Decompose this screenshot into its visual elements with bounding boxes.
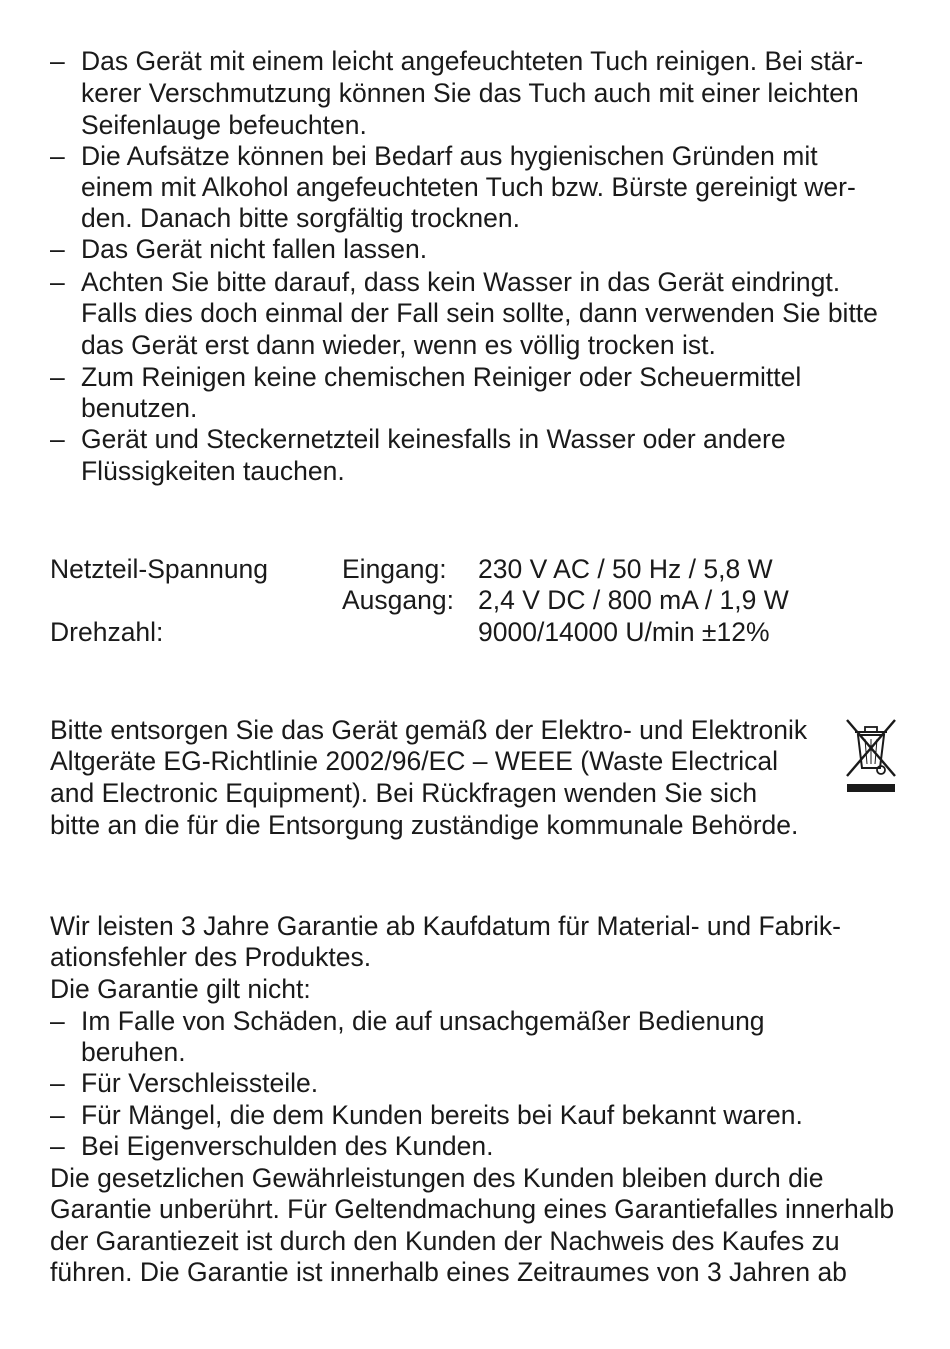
exclusion-4-line-1: Bei Eigenverschulden des Kunden. <box>81 1131 494 1161</box>
spec-label-output: Ausgang: <box>342 585 454 615</box>
warranty-closing-line-3: der Garantiezeit ist durch den Kunden der Nachweis des Kaufes zu <box>50 1226 840 1256</box>
disposal-line-3: and Electronic Equipment). Bei Rückfragen wenden Sie sich <box>50 778 758 808</box>
spec-value-input: 230 V AC / 50 Hz / 5,8 W <box>478 554 773 584</box>
care-item-4-line-1: Achten Sie bitte darauf, dass kein Wasser in das Gerät eindringt. <box>81 267 841 297</box>
disposal-line-2: Altgeräte EG-Richtlinie 2002/96/EC – WEEE (Waste Electrical <box>50 746 779 776</box>
care-item-5-line-2: benutzen. <box>81 393 198 423</box>
spec-label-speed: Drehzahl: <box>50 617 164 647</box>
spec-label-power-supply: Netzteil-Spannung <box>50 554 269 584</box>
care-item-5-line-1: Zum Reinigen keine chemischen Reiniger oder Scheuermittel <box>81 362 802 392</box>
care-item-1-line-1: Das Gerät mit einem leicht angefeuchteten Tuch reinigen. Bei stär- <box>81 46 864 76</box>
exclusion-2-line-1: Für Verschleissteile. <box>81 1068 319 1098</box>
care-item-1-line-3: Seifenlauge befeuchten. <box>81 110 367 140</box>
care-item-2-line-1: Die Aufsätze können bei Bedarf aus hygienischen Gründen mit <box>81 141 818 171</box>
care-item-4-line-3: das Gerät erst dann wieder, wenn es völlig trocken ist. <box>81 330 716 360</box>
warranty-intro-line-2: ationsfehler des Produktes. <box>50 942 372 972</box>
spec-value-speed: 9000/14000 U/min ±12% <box>478 617 770 647</box>
list-bullet: – <box>50 234 65 264</box>
care-item-6-line-2: Flüssigkeiten tauchen. <box>81 456 345 486</box>
care-item-2-line-2: einem mit Alkohol angefeuchteten Tuch bzw. Bürste gereinigt wer- <box>81 172 856 202</box>
care-item-1-line-2: kerer Verschmutzung können Sie das Tuch auch mit einer leichten <box>81 78 859 108</box>
list-bullet: – <box>50 1100 65 1130</box>
warranty-intro-line-3: Die Garantie gilt nicht: <box>50 974 311 1004</box>
warranty-closing-line-4: führen. Die Garantie ist innerhalb eines Zeitraumes von 3 Jahren ab <box>50 1257 847 1287</box>
list-bullet: – <box>50 1006 65 1036</box>
care-item-4-line-2: Falls dies doch einmal der Fall sein sollte, dann verwenden Sie bitte <box>81 298 878 328</box>
care-item-6-line-1: Gerät und Steckernetzteil keinesfalls in Wasser oder andere <box>81 424 786 454</box>
disposal-line-4: bitte an die für die Entsorgung zuständige kommunale Behörde. <box>50 810 799 840</box>
list-bullet: – <box>50 362 65 392</box>
list-bullet: – <box>50 1068 65 1098</box>
care-item-3-line-1: Das Gerät nicht fallen lassen. <box>81 234 428 264</box>
list-bullet: – <box>50 1131 65 1161</box>
exclusion-1-line-2: beruhen. <box>81 1037 186 1067</box>
list-bullet: – <box>50 46 65 76</box>
spec-value-output: 2,4 V DC / 800 mA / 1,9 W <box>478 585 789 615</box>
warranty-closing-line-2: Garantie unberührt. Für Geltendmachung eines Garantiefalles innerhalb <box>50 1194 895 1224</box>
crossed-out-wheelie-bin-icon <box>843 718 899 796</box>
list-bullet: – <box>50 267 65 297</box>
care-item-2-line-3: den. Danach bitte sorgfältig trocknen. <box>81 203 520 233</box>
warranty-intro-line-1: Wir leisten 3 Jahre Garantie ab Kaufdatum für Material- und Fabrik- <box>50 911 841 941</box>
spec-label-input: Eingang: <box>342 554 447 584</box>
exclusion-3-line-1: Für Mängel, die dem Kunden bereits bei Kauf bekannt waren. <box>81 1100 803 1130</box>
list-bullet: – <box>50 424 65 454</box>
disposal-line-1: Bitte entsorgen Sie das Gerät gemäß der Elektro- und Elektronik <box>50 715 808 745</box>
list-bullet: – <box>50 141 65 171</box>
warranty-closing-line-1: Die gesetzlichen Gewährleistungen des Kunden bleiben durch die <box>50 1163 824 1193</box>
exclusion-1-line-1: Im Falle von Schäden, die auf unsachgemäßer Bedienung <box>81 1006 765 1036</box>
